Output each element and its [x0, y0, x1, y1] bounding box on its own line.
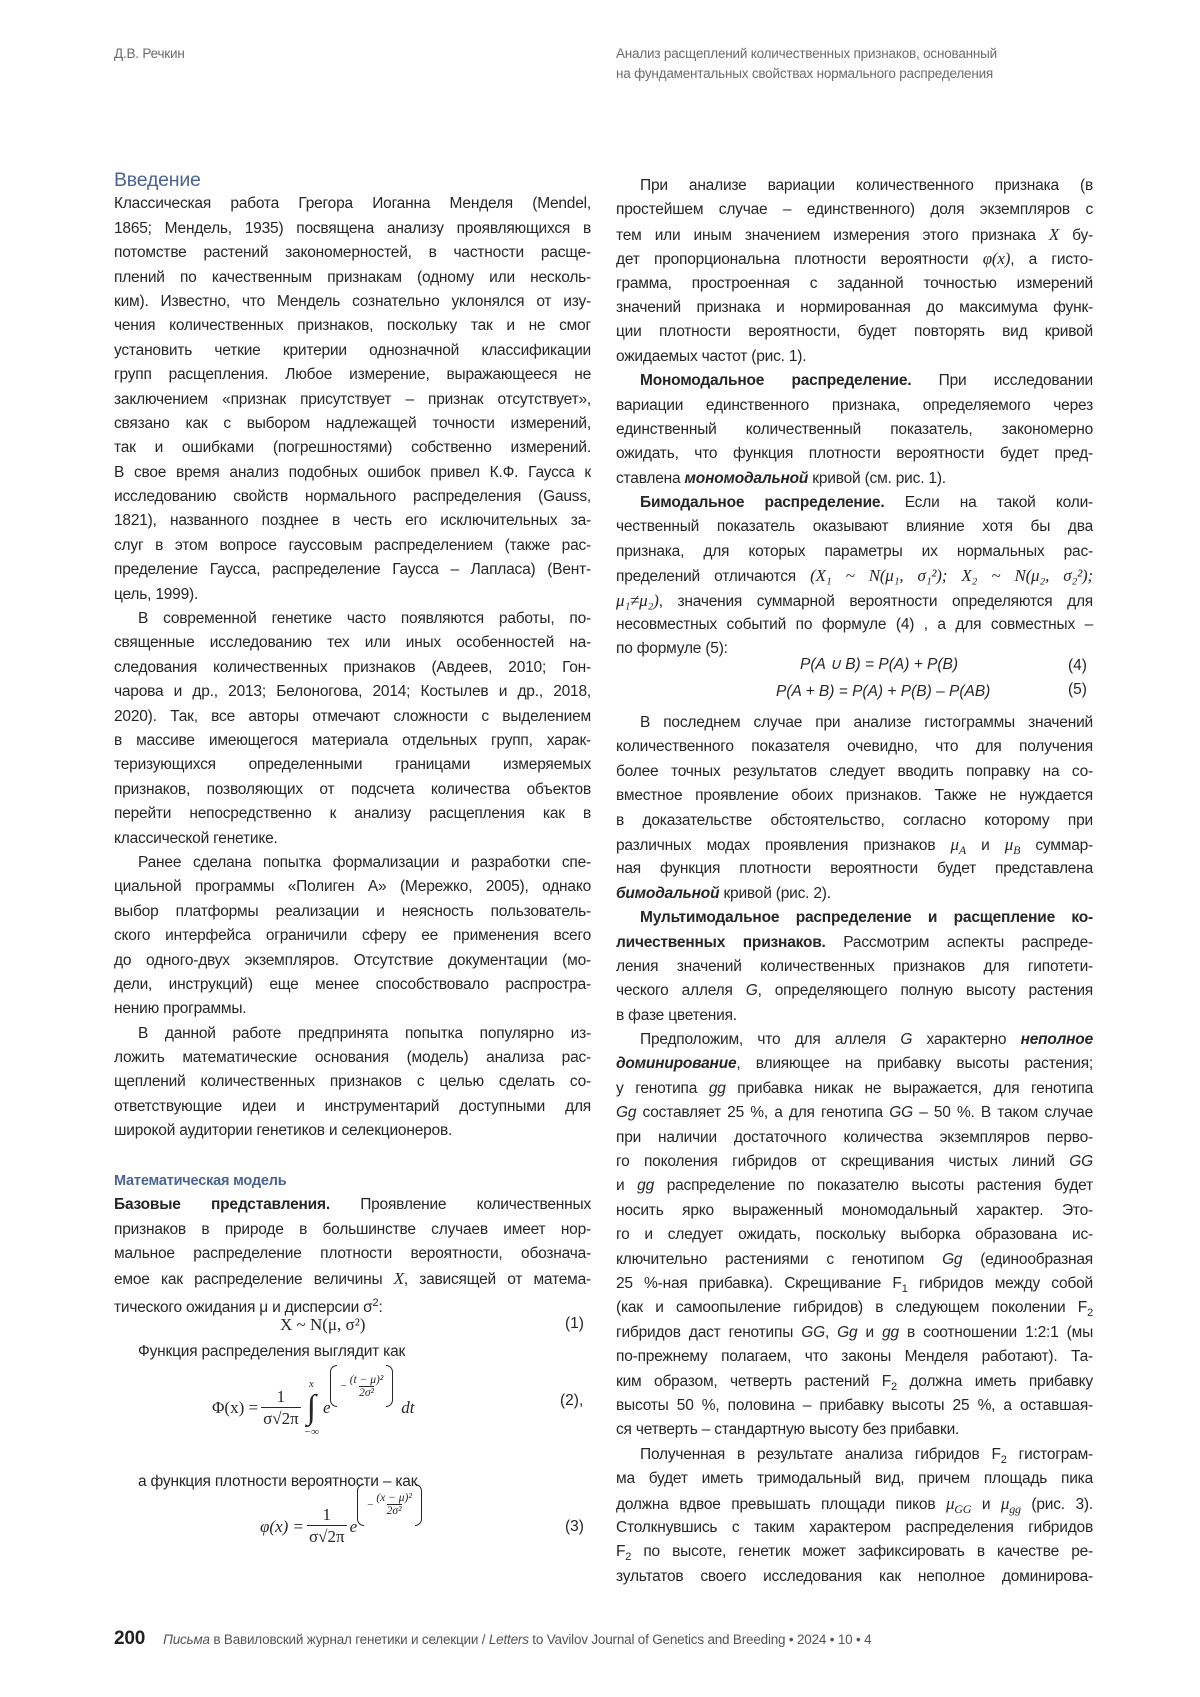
right-column-top	[616, 174, 1093, 662]
journal-meta: • 2024 • 10 • 4	[785, 1632, 871, 1647]
text-run: емое как распределение величины	[114, 1271, 394, 1288]
eq2-minus: −	[340, 1380, 346, 1392]
text-run: GG	[889, 1104, 913, 1121]
text-run: gg	[882, 1324, 899, 1341]
equation-1-number: (1)	[565, 1315, 584, 1333]
text-run: G	[900, 1031, 912, 1048]
text-run: прибавка никак не выражается, для генотипа	[726, 1080, 1093, 1097]
text-run: μ	[946, 1494, 954, 1513]
density-text: а функция плотности вероятности – как	[138, 1470, 615, 1494]
right-paragraphs-top	[616, 174, 1093, 662]
text-run: у генотипа	[616, 1080, 709, 1097]
eq2-dt: dt	[401, 1398, 414, 1418]
text-line: более точных результатов следует вводить поправку на со-	[616, 760, 1093, 784]
text-line: количественного показателя очевидно, что для получения	[616, 735, 1093, 759]
text-line: следования количественных признаков (Авдеев, 2010; Гон-	[114, 656, 591, 680]
text-run: ,	[825, 1324, 837, 1341]
text-line	[616, 247, 1093, 271]
equation-1: X ~ N(μ, σ²)	[280, 1315, 365, 1335]
text-line: В современной генетике часто появляются работы, по-	[114, 607, 591, 631]
paragraph	[616, 1028, 1093, 1443]
paragraph	[114, 851, 591, 1022]
text-line	[616, 1174, 1093, 1198]
paragraph	[616, 711, 1093, 906]
text-line: грамма, простроенная с заданной точностью измерений	[616, 272, 1093, 296]
text-line: при наличии достаточного количества экземпляров перво-	[616, 1126, 1093, 1150]
text-line: вместное проявление обоих признаков. Также не нуждается	[616, 784, 1093, 808]
text-line: 1821), названного позднее в честь его исключительных за-	[114, 509, 591, 533]
text-run: , влияющее на прибавку высоты растения;	[736, 1055, 1093, 1072]
text-line: ма будет иметь тримодальный вид, причем площадь пика	[616, 1467, 1093, 1491]
eq2-exponent	[330, 1365, 393, 1407]
journal-en: to Vavilov Journal of Genetics and Breeding	[529, 1632, 786, 1647]
text-line: В данной работе предпринята попытка популярно из-	[114, 1022, 591, 1046]
eq2-exp-base: e	[323, 1398, 331, 1418]
running-head-title-line: Анализ расщеплений количественных признаков, основанный	[616, 44, 997, 64]
left-column-math-model	[114, 1169, 591, 1315]
text-run: , значения суммарной вероятности определяются для	[659, 593, 1093, 610]
text-run: дет пропорциональна плотности вероятности	[616, 251, 983, 268]
running-head-title	[616, 44, 997, 84]
text-run: 2	[1087, 1307, 1093, 1319]
text-run: и	[971, 1496, 1001, 1513]
paragraph	[616, 1443, 1093, 1589]
text-run: 2	[373, 1297, 379, 1309]
text-line: несовместных событий по формуле (4) , а для совместных –	[616, 613, 1093, 637]
eq2-denominator: σ√2π	[261, 1407, 301, 1430]
text-line: установить четкие критерии однозначной классификации	[114, 339, 591, 363]
page-number: 200	[114, 1628, 145, 1649]
right-paragraphs-bottom	[616, 711, 1093, 1589]
text-line	[616, 1370, 1093, 1394]
text-line	[616, 931, 1093, 955]
eq3-exp-base: e	[350, 1517, 358, 1537]
text-line: групп расщепления. Любое измерение, выражающееся не	[114, 363, 591, 387]
paragraph	[616, 174, 1093, 369]
text-line: ского интерфейса ограничили сферу ее применения всего	[114, 924, 591, 948]
text-run: F	[616, 1543, 625, 1560]
text-run: (рис. 3).	[1021, 1496, 1093, 1513]
text-line: нению программы.	[114, 997, 591, 1021]
text-line	[616, 223, 1093, 247]
eq3-exp-den: 2σ²	[387, 1504, 402, 1517]
text-line: В последнем случае при анализе гистограммы значений	[616, 711, 1093, 735]
integral-glyph-icon: ∫	[307, 1390, 316, 1426]
text-run: μ	[951, 835, 959, 854]
text-run: гибридов между собой	[908, 1275, 1093, 1292]
equation-4: P(A ∪ B) = P(A) + P(B)	[800, 655, 958, 674]
text-run: φ(x)	[983, 249, 1010, 268]
left-paren	[357, 1484, 364, 1526]
text-line	[616, 1321, 1093, 1345]
running-head-title-line: на фундаментальных свойствах нормального распределения	[616, 64, 997, 84]
text-line: связано как с выбором надлежащей точности измерений,	[114, 412, 591, 436]
text-run: неполное	[1021, 1031, 1093, 1048]
text-line	[616, 1443, 1093, 1467]
text-line: священные исследованию тех или иных особенностей на-	[114, 631, 591, 655]
text-run: характерно	[912, 1031, 1020, 1048]
eq3-denominator: σ√2π	[307, 1525, 347, 1548]
eq3-exponent	[357, 1484, 422, 1526]
text-run: 2	[625, 1551, 631, 1563]
text-line	[616, 833, 1093, 857]
text-run: различных модах проявления признаков	[616, 837, 951, 854]
eq2-exp-den: 2σ²	[359, 1386, 374, 1399]
text-run: в соотношении 1:2:1 (мы	[899, 1324, 1093, 1341]
text-line: классической генетике.	[114, 827, 591, 851]
equation-5-number: (5)	[1068, 681, 1087, 699]
text-run: кривой (см. рис. 1).	[808, 470, 946, 487]
text-run: бимодальной	[616, 885, 719, 902]
text-run: ставлена	[616, 470, 685, 487]
text-line: чарова и др., 2013; Белоногова, 2014; Костылев и др., 2018,	[114, 680, 591, 704]
text-run: μ	[1001, 1494, 1009, 1513]
text-line: В свое время анализ подобных ошибок привел К.Ф. Гаусса к	[114, 461, 591, 485]
text-run: gg	[637, 1177, 654, 1194]
journal-ru-italic: Письма	[163, 1632, 210, 1647]
text-line: ожидать, что функция плотности вероятности будет пред-	[616, 442, 1093, 466]
equation-3-number: (3)	[565, 1518, 584, 1536]
journal-ru: в Вавиловский журнал генетики и селекции /	[210, 1632, 489, 1647]
text-line: чественный показатель оказывают влияние хотя бы два	[616, 515, 1093, 539]
text-line: цель, 1999).	[114, 583, 591, 607]
text-line	[616, 589, 1093, 613]
text-line: по-прежнему полагаем, что законы Менделя работают). Та-	[616, 1345, 1093, 1369]
text-run: gg	[709, 1080, 726, 1097]
text-line: зультатов своего исследования как неполное доминирова-	[616, 1565, 1093, 1589]
text-line	[616, 1028, 1093, 1052]
text-line: признаков, позволяющих от подсчета количества объектов	[114, 778, 591, 802]
text-run: При исследовании	[911, 372, 1093, 389]
paragraph	[114, 1193, 591, 1315]
equation-3	[260, 1505, 422, 1548]
paragraph	[616, 906, 1093, 1028]
text-line: в доказательстве обстоятельство, согласно которому при	[616, 809, 1093, 833]
eq2-lhs: Φ(x) =	[212, 1398, 258, 1418]
text-line: носить ярко выраженный мономодальный характер. Это-	[616, 1199, 1093, 1223]
text-line: При анализе вариации количественного признака (в	[616, 174, 1093, 198]
text-run: (единообразная	[962, 1251, 1093, 1268]
paragraph	[114, 192, 591, 607]
eq2-upper-limit: x	[309, 1378, 314, 1390]
text-line: потомстве растений закономерностей, в частности расще-	[114, 241, 591, 265]
text-run: 2	[1001, 1454, 1007, 1466]
text-line	[616, 1540, 1093, 1564]
eq2-numerator: 1	[275, 1387, 288, 1407]
text-run: (X₁ ~ N(μ₁, σ₁²); X₂ ~ N(μ₂, σ₂²);	[810, 566, 1093, 585]
text-run: μ	[1005, 835, 1013, 854]
text-run: , а гисто-	[1010, 251, 1093, 268]
running-head-author: Д.В. Речкин	[114, 44, 185, 64]
text-run: Мультимодальное распределение и расщепление ко-	[640, 909, 1093, 926]
text-line: простейшем случае – единственного) доля экземпляров с	[616, 198, 1093, 222]
text-run: 2	[891, 1381, 897, 1393]
text-line	[616, 1248, 1093, 1272]
text-run: μ₁≠μ₂)	[616, 591, 659, 610]
journal-en-italic: Letters	[489, 1632, 529, 1647]
equation-5: P(A + B) = P(A) + P(B) – P(AB)	[776, 683, 990, 701]
text-run: пределений отличаются	[616, 568, 810, 585]
text-run: A	[959, 843, 966, 857]
text-run: гибридов даст генотипы	[616, 1324, 801, 1341]
right-paren	[386, 1365, 393, 1407]
text-run: тического ожидания μ и дисперсии σ	[114, 1299, 373, 1316]
text-line: щеплений количественных признаков с целью сделать со-	[114, 1070, 591, 1094]
right-column-bottom	[616, 711, 1093, 1589]
text-run: 25 %-ная прибавка). Скрещивание F	[616, 1275, 902, 1292]
equation-2	[212, 1378, 415, 1438]
right-paren	[415, 1484, 422, 1526]
text-line: циальной программы «Полиген А» (Мережко, 2005), однако	[114, 875, 591, 899]
text-line	[114, 1267, 591, 1291]
text-run: Бимодальное распределение.	[640, 494, 884, 511]
text-run: Полученная в результате анализа гибридов F	[640, 1446, 1001, 1463]
text-run: гистограм-	[1007, 1446, 1093, 1463]
left-paren	[330, 1365, 337, 1407]
eq3-exp-num: (x − μ)²	[376, 1492, 412, 1504]
text-line: выбор платформы реализации и неясность пользователь-	[114, 900, 591, 924]
text-run: кривой (рис. 2).	[719, 885, 831, 902]
text-run: и	[857, 1324, 882, 1341]
eq2-lower-limit: −∞	[304, 1426, 319, 1438]
equation-2-number: (2),	[560, 1392, 583, 1410]
text-line: заключением «признак присутствует – признак отсутствует»,	[114, 388, 591, 412]
integral-sign	[304, 1378, 319, 1438]
section-heading-math-model: Математическая модель	[114, 1169, 591, 1193]
text-line	[616, 1492, 1093, 1516]
text-line: плений по качественным признакам (одному или несколь-	[114, 266, 591, 290]
text-run: Gg	[837, 1324, 857, 1341]
text-line: высоты 50 %, половина – прибавку высоты 25 %, а оставшая-	[616, 1394, 1093, 1418]
text-line: ложить математические основания (модель) анализа рас-	[114, 1046, 591, 1070]
text-line	[616, 882, 1093, 906]
left-column-intro	[114, 168, 591, 1144]
eq2-exp-num: (t − μ)²	[350, 1374, 384, 1386]
func-text: Функция распределения выглядит как	[138, 1340, 615, 1364]
text-run: GG	[1069, 1153, 1093, 1170]
text-line: слуг в этом вопросе гауссовым распределением (также рас-	[114, 534, 591, 558]
text-line	[616, 1052, 1093, 1076]
text-run: Gg	[616, 1104, 636, 1121]
text-line: ответствующие идеи и инструментарий доступными для	[114, 1095, 591, 1119]
text-line: теризующихся определенными границами измеряемых	[114, 753, 591, 777]
text-line: ся четверть – стандартную высоту без прибавки.	[616, 1418, 1093, 1442]
text-line: признаков в природе в большинстве случаев имеет нор-	[114, 1218, 591, 1242]
text-line	[616, 491, 1093, 515]
text-line: 1865; Мендель, 1935) посвящена анализу проявляющихся в	[114, 217, 591, 241]
text-line: исследованию свойств нормального распределения (Gauss,	[114, 485, 591, 509]
text-run: GG	[801, 1324, 825, 1341]
text-run: – 50 %. В таком случае	[913, 1104, 1093, 1121]
text-line	[616, 369, 1093, 393]
page-footer	[114, 1628, 871, 1650]
text-line: Классическая работа Грегора Иоганна Менделя (Mendel,	[114, 192, 591, 216]
text-line: го и следует ожидать, поскольку выборка образована ис-	[616, 1223, 1093, 1247]
text-run: должна иметь прибавку	[897, 1373, 1093, 1390]
paragraph	[114, 1022, 591, 1144]
text-run: Базовые представления.	[114, 1196, 330, 1213]
text-line	[616, 1272, 1093, 1296]
text-line: в массиве имеющегося материала отдельных групп, харак-	[114, 729, 591, 753]
text-run: X	[394, 1269, 404, 1288]
text-line	[616, 467, 1093, 491]
text-line: Столкнувшись с таким характером распределения гибридов	[616, 1516, 1093, 1540]
text-run: Проявление количественных	[330, 1196, 591, 1213]
text-run: ческого аллеля	[616, 982, 746, 999]
eq3-fraction	[307, 1505, 347, 1548]
paragraph	[114, 607, 591, 851]
text-line	[616, 979, 1093, 1003]
text-line	[616, 1296, 1093, 1320]
intro-paragraphs	[114, 192, 591, 1143]
text-line: в фазе цветения.	[616, 1004, 1093, 1028]
text-line: 2020). Так, все авторы отмечают сложности с выделением	[114, 705, 591, 729]
text-run: должна вдвое превышать площади пиков	[616, 1496, 946, 1513]
text-line: ким). Известно, что Мендель сознательно уклонялся от изу-	[114, 290, 591, 314]
text-run: Gg	[942, 1251, 962, 1268]
text-line: ления значений количественных признаков для гипотети-	[616, 955, 1093, 979]
eq3-minus: −	[367, 1499, 373, 1511]
eq3-numerator: 1	[321, 1505, 334, 1525]
text-run: gg	[1009, 1502, 1021, 1516]
text-line	[616, 906, 1093, 930]
text-run: составляет 25 %, а для генотипа	[636, 1104, 889, 1121]
text-run: личественных признаков.	[616, 934, 826, 951]
text-run: :	[378, 1299, 382, 1316]
text-line	[616, 1101, 1093, 1125]
text-run: и	[966, 837, 1005, 854]
text-run: по высоте, генетик может зафиксировать в качестве ре-	[631, 1543, 1093, 1560]
text-run: ким образом, четверть растений F	[616, 1373, 891, 1390]
text-line	[616, 1150, 1093, 1174]
eq3-exp-fraction	[376, 1492, 412, 1517]
text-run: (как и самоопыление гибридов) в следующем поколении F	[616, 1299, 1087, 1316]
text-run: суммар-	[1020, 837, 1093, 854]
eq3-lhs: φ(x) =	[260, 1517, 304, 1537]
text-line	[616, 564, 1093, 588]
text-run: GG	[954, 1502, 971, 1516]
text-run: доминирование	[616, 1055, 736, 1072]
text-run: Предположим, что для аллеля	[640, 1031, 900, 1048]
text-line: вариации единственного признака, определяемого через	[616, 394, 1093, 418]
text-line: значений признака и нормированная до максимума функ-	[616, 296, 1093, 320]
text-run: распределение по показателю высоты растения будет	[654, 1177, 1093, 1194]
text-line: широкой аудитории генетиков и селекционеров.	[114, 1119, 591, 1143]
text-line: чения количественных признаков, поскольку так и не смог	[114, 314, 591, 338]
text-line: перейти непосредственно к анализу расщепления как в	[114, 802, 591, 826]
text-run: мономодальной	[685, 470, 809, 487]
text-line: ожидаемых частот (рис. 1).	[616, 345, 1093, 369]
text-line: пределение Гаусса, распределение Гаусса – Лапласа) (Вент-	[114, 558, 591, 582]
text-run: го поколения гибридов от скрещивания чистых линий	[616, 1153, 1069, 1170]
text-line	[114, 1193, 591, 1217]
text-line: по формуле (5):	[616, 637, 1093, 661]
text-run: ключительно растениями с генотипом	[616, 1251, 942, 1268]
paragraph	[616, 491, 1093, 662]
text-run: Если на такой коли-	[884, 494, 1093, 511]
text-line	[114, 1291, 591, 1315]
eq2-exp-fraction	[350, 1374, 384, 1399]
section-heading-introduction: Введение	[114, 168, 591, 192]
text-run: G	[746, 982, 758, 999]
text-line: дели, инструкций) еще менее способствовало распростра-	[114, 973, 591, 997]
text-line: Ранее сделана попытка формализации и разработки спе-	[114, 851, 591, 875]
base-paragraphs	[114, 1193, 591, 1315]
text-run: , определяющего полную высоту растения	[758, 982, 1093, 999]
text-line: единственный количественный показатель, закономерно	[616, 418, 1093, 442]
eq2-fraction	[261, 1387, 301, 1430]
equation-4-number: (4)	[1068, 657, 1087, 675]
text-run: тем или иным значением измерения этого признака	[616, 227, 1049, 244]
text-line: ции плотности вероятности, будет повторять вид кривой	[616, 320, 1093, 344]
text-line: так и ошибками (погрешностями) собственно измерений.	[114, 436, 591, 460]
text-run: 1	[902, 1283, 908, 1295]
text-line	[616, 1077, 1093, 1101]
text-line: мальное распределение плотности вероятности, обознача-	[114, 1242, 591, 1266]
paragraph	[616, 369, 1093, 491]
text-line: ная функция плотности вероятности будет представлена	[616, 857, 1093, 881]
text-run: бу-	[1059, 227, 1093, 244]
text-run: X	[1049, 225, 1059, 244]
text-line: признака, для которых параметры их нормальных рас-	[616, 540, 1093, 564]
text-run: B	[1013, 843, 1020, 857]
text-run: Мономодальное распределение.	[640, 372, 911, 389]
text-run: , зависящей от матема-	[404, 1271, 591, 1288]
text-run: Рассмотрим аспекты распреде-	[826, 934, 1093, 951]
text-line: до одного-двух экземпляров. Отсутствие документации (мо-	[114, 949, 591, 973]
text-run: и	[616, 1177, 637, 1194]
